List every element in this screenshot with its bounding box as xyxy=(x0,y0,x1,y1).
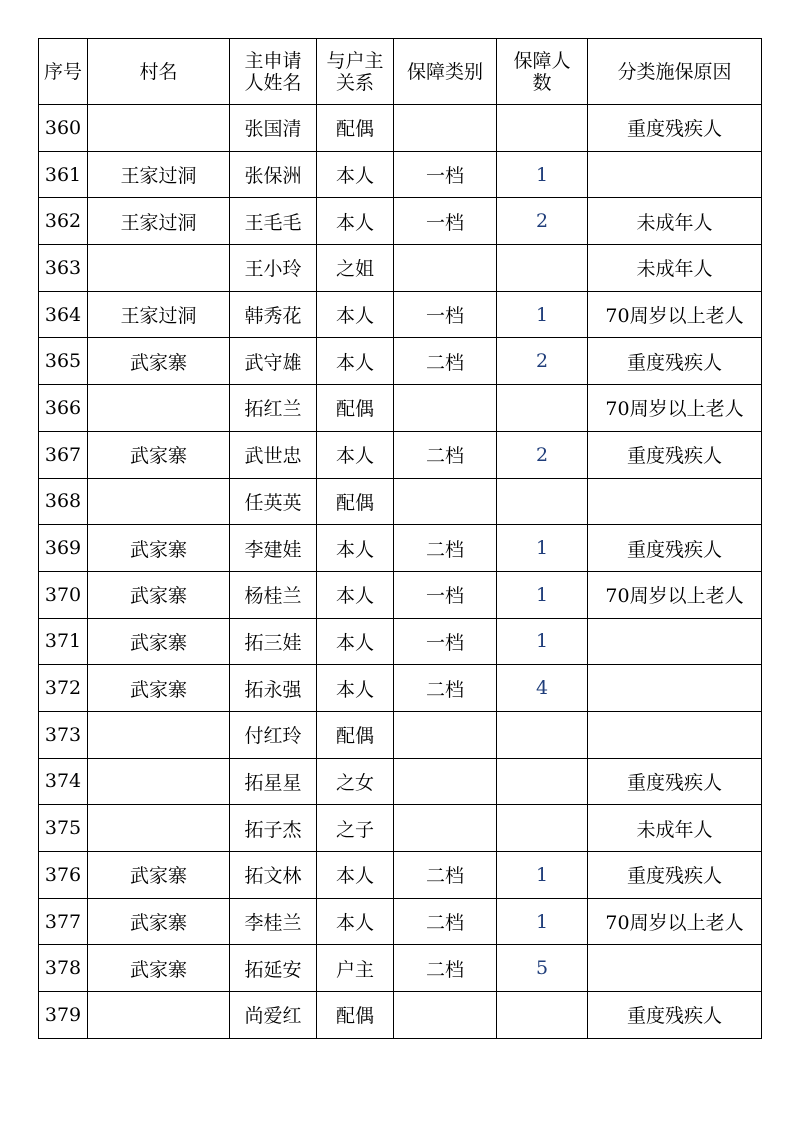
cell-village: 武家寨 xyxy=(88,431,230,478)
cell-seq: 369 xyxy=(39,525,88,572)
cell-seq: 377 xyxy=(39,898,88,945)
cell-village xyxy=(88,758,230,805)
cell-count xyxy=(497,105,588,152)
cell-reason xyxy=(588,665,762,712)
cell-count xyxy=(497,992,588,1039)
table-row xyxy=(39,431,762,478)
cell-relation: 配偶 xyxy=(317,385,394,432)
cell-count xyxy=(497,478,588,525)
cell-village xyxy=(88,385,230,432)
cell-seq: 364 xyxy=(39,291,88,338)
cell-count: 2 xyxy=(497,431,588,478)
header-count xyxy=(497,39,588,105)
cell-count: 2 xyxy=(497,338,588,385)
cell-reason: 重度残疾人 xyxy=(588,525,762,572)
table-row xyxy=(39,245,762,292)
cell-reason: 重度残疾人 xyxy=(588,992,762,1039)
cell-relation: 本人 xyxy=(317,618,394,665)
cell-seq: 372 xyxy=(39,665,88,712)
cell-reason: 未成年人 xyxy=(588,198,762,245)
cell-category: 二档 xyxy=(394,665,497,712)
cell-reason xyxy=(588,711,762,758)
header-count-line2: 数 xyxy=(532,71,552,94)
table-row xyxy=(39,385,762,432)
header-row xyxy=(39,39,762,105)
cell-village xyxy=(88,245,230,292)
cell-village: 武家寨 xyxy=(88,525,230,572)
cell-count: 1 xyxy=(497,618,588,665)
cell-seq: 373 xyxy=(39,711,88,758)
cell-count: 1 xyxy=(497,898,588,945)
cell-relation: 本人 xyxy=(317,151,394,198)
cell-village xyxy=(88,478,230,525)
cell-applicant-name: 拓文林 xyxy=(230,852,317,899)
cell-applicant-name: 拓三娃 xyxy=(230,618,317,665)
cell-seq: 363 xyxy=(39,245,88,292)
table-header xyxy=(39,39,762,105)
cell-applicant-name: 拓延安 xyxy=(230,945,317,992)
cell-count: 4 xyxy=(497,665,588,712)
cell-category: 一档 xyxy=(394,198,497,245)
cell-category: 二档 xyxy=(394,898,497,945)
cell-category xyxy=(394,245,497,292)
cell-relation: 配偶 xyxy=(317,478,394,525)
cell-village: 武家寨 xyxy=(88,338,230,385)
cell-seq: 361 xyxy=(39,151,88,198)
cell-count xyxy=(497,805,588,852)
table-row xyxy=(39,571,762,618)
table-row xyxy=(39,105,762,152)
cell-category: 一档 xyxy=(394,618,497,665)
cell-reason: 未成年人 xyxy=(588,805,762,852)
cell-reason: 重度残疾人 xyxy=(588,105,762,152)
cell-reason: 70周岁以上老人 xyxy=(588,898,762,945)
cell-seq: 360 xyxy=(39,105,88,152)
table-row xyxy=(39,338,762,385)
table-row xyxy=(39,805,762,852)
header-village: 村名 xyxy=(88,39,230,105)
cell-seq: 375 xyxy=(39,805,88,852)
cell-count: 2 xyxy=(497,198,588,245)
cell-village xyxy=(88,992,230,1039)
cell-category xyxy=(394,758,497,805)
cell-applicant-name: 李桂兰 xyxy=(230,898,317,945)
cell-reason xyxy=(588,478,762,525)
cell-applicant-name: 尚爱红 xyxy=(230,992,317,1039)
cell-relation: 本人 xyxy=(317,431,394,478)
cell-village xyxy=(88,105,230,152)
cell-village: 王家过洞 xyxy=(88,151,230,198)
cell-category xyxy=(394,711,497,758)
table-row xyxy=(39,665,762,712)
cell-seq: 378 xyxy=(39,945,88,992)
cell-reason: 重度残疾人 xyxy=(588,338,762,385)
cell-relation: 本人 xyxy=(317,898,394,945)
cell-relation: 之姐 xyxy=(317,245,394,292)
header-reason: 分类施保原因 xyxy=(588,39,762,105)
table-row xyxy=(39,898,762,945)
cell-applicant-name: 韩秀花 xyxy=(230,291,317,338)
cell-count xyxy=(497,245,588,292)
cell-relation: 配偶 xyxy=(317,992,394,1039)
cell-relation: 本人 xyxy=(317,571,394,618)
cell-count: 5 xyxy=(497,945,588,992)
cell-village xyxy=(88,805,230,852)
cell-count xyxy=(497,711,588,758)
cell-category: 二档 xyxy=(394,431,497,478)
cell-category xyxy=(394,385,497,432)
cell-relation: 之子 xyxy=(317,805,394,852)
cell-category: 二档 xyxy=(394,525,497,572)
cell-reason: 70周岁以上老人 xyxy=(588,385,762,432)
header-relation-line1: 与户主 xyxy=(326,49,384,72)
cell-reason xyxy=(588,151,762,198)
cell-applicant-name: 王毛毛 xyxy=(230,198,317,245)
cell-count: 1 xyxy=(497,151,588,198)
header-relation xyxy=(317,39,394,105)
cell-count xyxy=(497,385,588,432)
cell-applicant-name: 王小玲 xyxy=(230,245,317,292)
cell-village: 武家寨 xyxy=(88,852,230,899)
table-row xyxy=(39,198,762,245)
cell-seq: 365 xyxy=(39,338,88,385)
table-row xyxy=(39,151,762,198)
cell-relation: 配偶 xyxy=(317,105,394,152)
cell-count: 1 xyxy=(497,525,588,572)
cell-applicant-name: 武守雄 xyxy=(230,338,317,385)
cell-category: 一档 xyxy=(394,571,497,618)
cell-count xyxy=(497,758,588,805)
table-row xyxy=(39,945,762,992)
cell-seq: 374 xyxy=(39,758,88,805)
header-applicant-name xyxy=(230,39,317,105)
table-row xyxy=(39,758,762,805)
cell-category xyxy=(394,805,497,852)
cell-seq: 367 xyxy=(39,431,88,478)
cell-relation: 配偶 xyxy=(317,711,394,758)
cell-applicant-name: 杨桂兰 xyxy=(230,571,317,618)
cell-seq: 370 xyxy=(39,571,88,618)
cell-reason: 70周岁以上老人 xyxy=(588,571,762,618)
cell-category: 二档 xyxy=(394,945,497,992)
cell-applicant-name: 张国清 xyxy=(230,105,317,152)
cell-village: 武家寨 xyxy=(88,945,230,992)
cell-count: 1 xyxy=(497,291,588,338)
cell-village: 武家寨 xyxy=(88,665,230,712)
cell-category: 二档 xyxy=(394,338,497,385)
cell-seq: 376 xyxy=(39,852,88,899)
table-body xyxy=(39,105,762,1039)
cell-applicant-name: 拓子杰 xyxy=(230,805,317,852)
table-row xyxy=(39,291,762,338)
cell-reason: 重度残疾人 xyxy=(588,431,762,478)
cell-relation: 本人 xyxy=(317,852,394,899)
cell-relation: 户主 xyxy=(317,945,394,992)
cell-village: 王家过洞 xyxy=(88,291,230,338)
cell-count: 1 xyxy=(497,852,588,899)
cell-reason: 重度残疾人 xyxy=(588,758,762,805)
cell-category xyxy=(394,478,497,525)
cell-village: 武家寨 xyxy=(88,618,230,665)
header-category: 保障类别 xyxy=(394,39,497,105)
cell-relation: 本人 xyxy=(317,665,394,712)
cell-seq: 379 xyxy=(39,992,88,1039)
cell-village: 武家寨 xyxy=(88,898,230,945)
assistance-roster-table xyxy=(38,38,762,1039)
cell-relation: 本人 xyxy=(317,291,394,338)
cell-applicant-name: 任英英 xyxy=(230,478,317,525)
header-applicant-name-line2: 人姓名 xyxy=(244,71,302,94)
cell-reason: 重度残疾人 xyxy=(588,852,762,899)
cell-seq: 362 xyxy=(39,198,88,245)
table-row xyxy=(39,525,762,572)
cell-village xyxy=(88,711,230,758)
cell-relation: 本人 xyxy=(317,525,394,572)
cell-relation: 本人 xyxy=(317,338,394,385)
cell-applicant-name: 武世忠 xyxy=(230,431,317,478)
cell-category xyxy=(394,992,497,1039)
cell-applicant-name: 李建娃 xyxy=(230,525,317,572)
cell-reason xyxy=(588,945,762,992)
cell-count: 1 xyxy=(497,571,588,618)
cell-village: 王家过洞 xyxy=(88,198,230,245)
cell-relation: 本人 xyxy=(317,198,394,245)
cell-applicant-name: 拓永强 xyxy=(230,665,317,712)
cell-reason: 70周岁以上老人 xyxy=(588,291,762,338)
cell-reason xyxy=(588,618,762,665)
cell-applicant-name: 拓星星 xyxy=(230,758,317,805)
cell-category: 一档 xyxy=(394,151,497,198)
cell-reason: 未成年人 xyxy=(588,245,762,292)
table-row xyxy=(39,852,762,899)
cell-applicant-name: 拓红兰 xyxy=(230,385,317,432)
cell-seq: 368 xyxy=(39,478,88,525)
table-row xyxy=(39,478,762,525)
header-relation-line2: 关系 xyxy=(335,71,374,94)
table-row xyxy=(39,618,762,665)
cell-relation: 之女 xyxy=(317,758,394,805)
cell-village: 武家寨 xyxy=(88,571,230,618)
table-row xyxy=(39,992,762,1039)
cell-category: 二档 xyxy=(394,852,497,899)
cell-applicant-name: 付红玲 xyxy=(230,711,317,758)
header-applicant-name-line1: 主申请 xyxy=(244,49,302,72)
cell-category: 一档 xyxy=(394,291,497,338)
header-count-line1: 保障人 xyxy=(513,49,571,72)
cell-seq: 366 xyxy=(39,385,88,432)
cell-applicant-name: 张保洲 xyxy=(230,151,317,198)
cell-category xyxy=(394,105,497,152)
table-row xyxy=(39,711,762,758)
cell-seq: 371 xyxy=(39,618,88,665)
header-seq: 序号 xyxy=(39,39,88,105)
